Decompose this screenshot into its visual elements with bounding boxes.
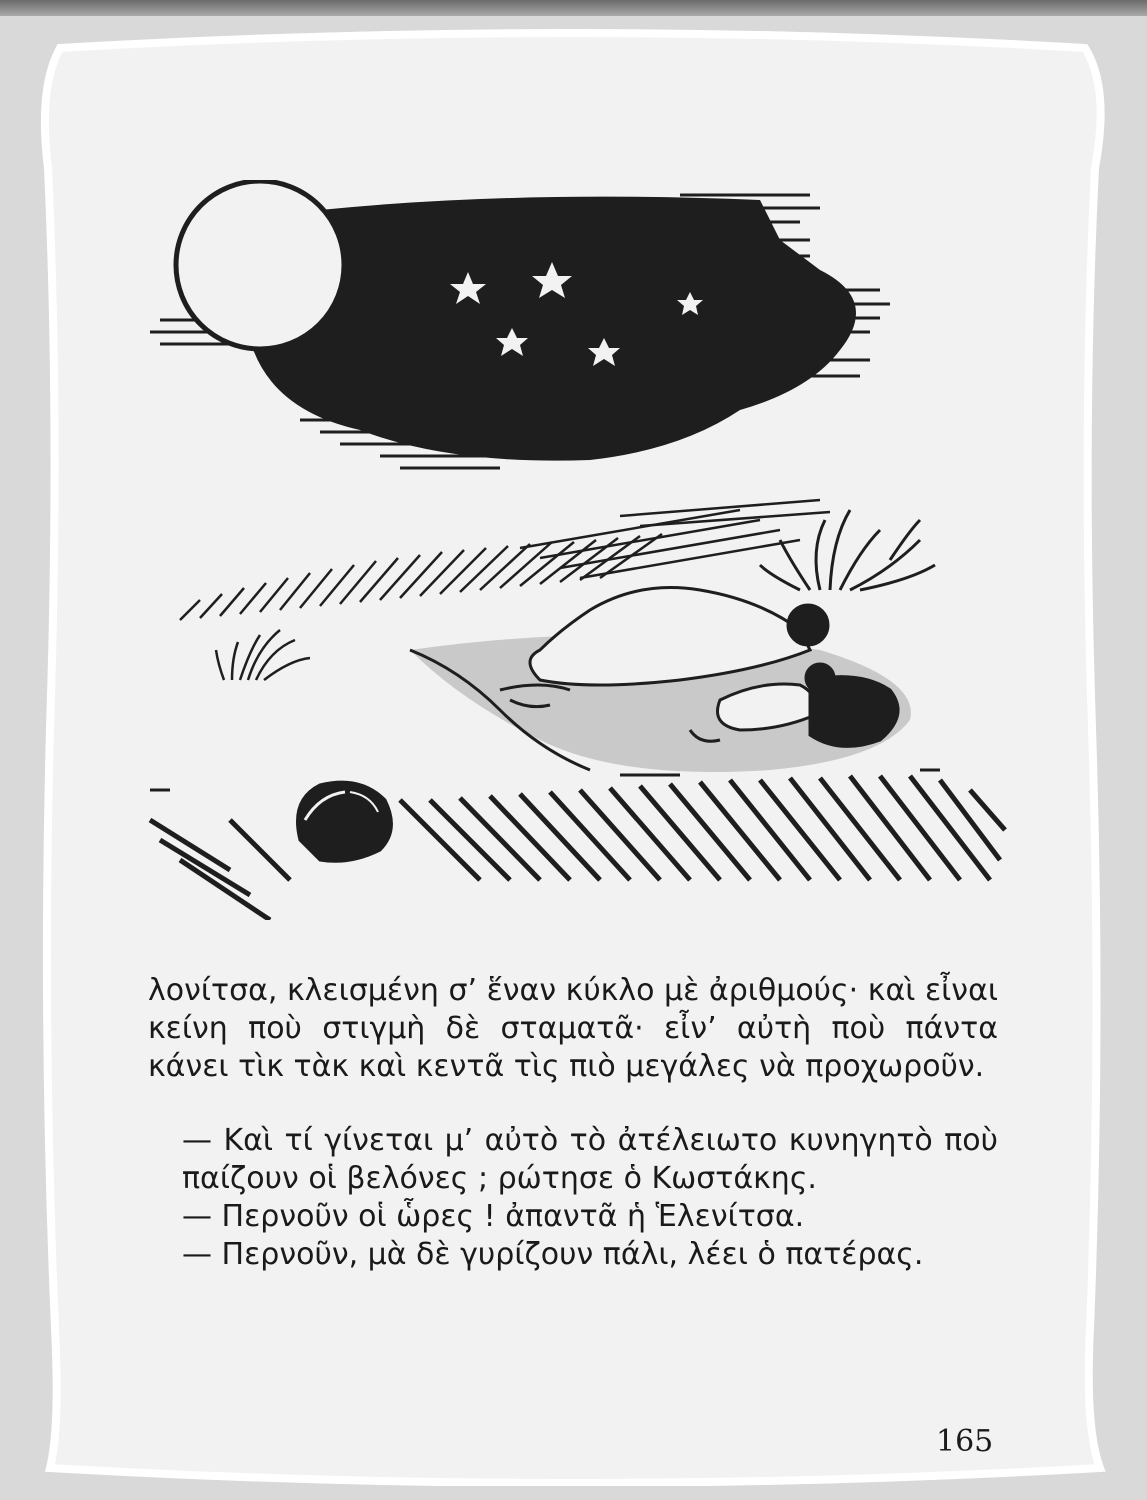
scan-top-edge xyxy=(0,0,1147,16)
paragraph-1: λονίτσα, κλεισμένη σ’ ἕναν κύκλο μὲ ἀριθμούς· καὶ εἶναι κείνη ποὺ στιγμὴ δὲ σταματᾶ· εἶν’ αὐτὴ ποὺ πάντα κάνει τὶκ τὰκ καὶ κεντᾶ τὶς πιὸ μεγάλες νὰ προχωροῦν. xyxy=(148,973,998,1084)
moon xyxy=(176,181,344,349)
dog xyxy=(298,782,392,861)
bush-left xyxy=(216,630,310,680)
dialogue-line: — Περνοῦν, μὰ δὲ γυρίζουν πάλι, λέει ὁ πατέρας. xyxy=(182,1237,924,1272)
story-text xyxy=(148,972,998,1274)
field-hatching xyxy=(150,776,1005,920)
dialogue-block xyxy=(148,1122,998,1274)
dialogue-line: — Καὶ τί γίνεται μ’ αὐτὸ τὸ ἀτέλειωτο κυνηγητὸ ποὺ παίζουν οἱ βελόνες ; ρώτησε ὁ Κωστάκης. xyxy=(182,1123,998,1196)
moonlit-night-sleeping-figures-illustration xyxy=(120,180,1020,920)
bush-right xyxy=(760,510,935,590)
dialogue-line: — Περνοῦν οἱ ὧρες ! ἀπαντᾶ ἡ Ἑλενίτσα. xyxy=(182,1199,805,1234)
page-number: 165 xyxy=(936,1424,994,1459)
